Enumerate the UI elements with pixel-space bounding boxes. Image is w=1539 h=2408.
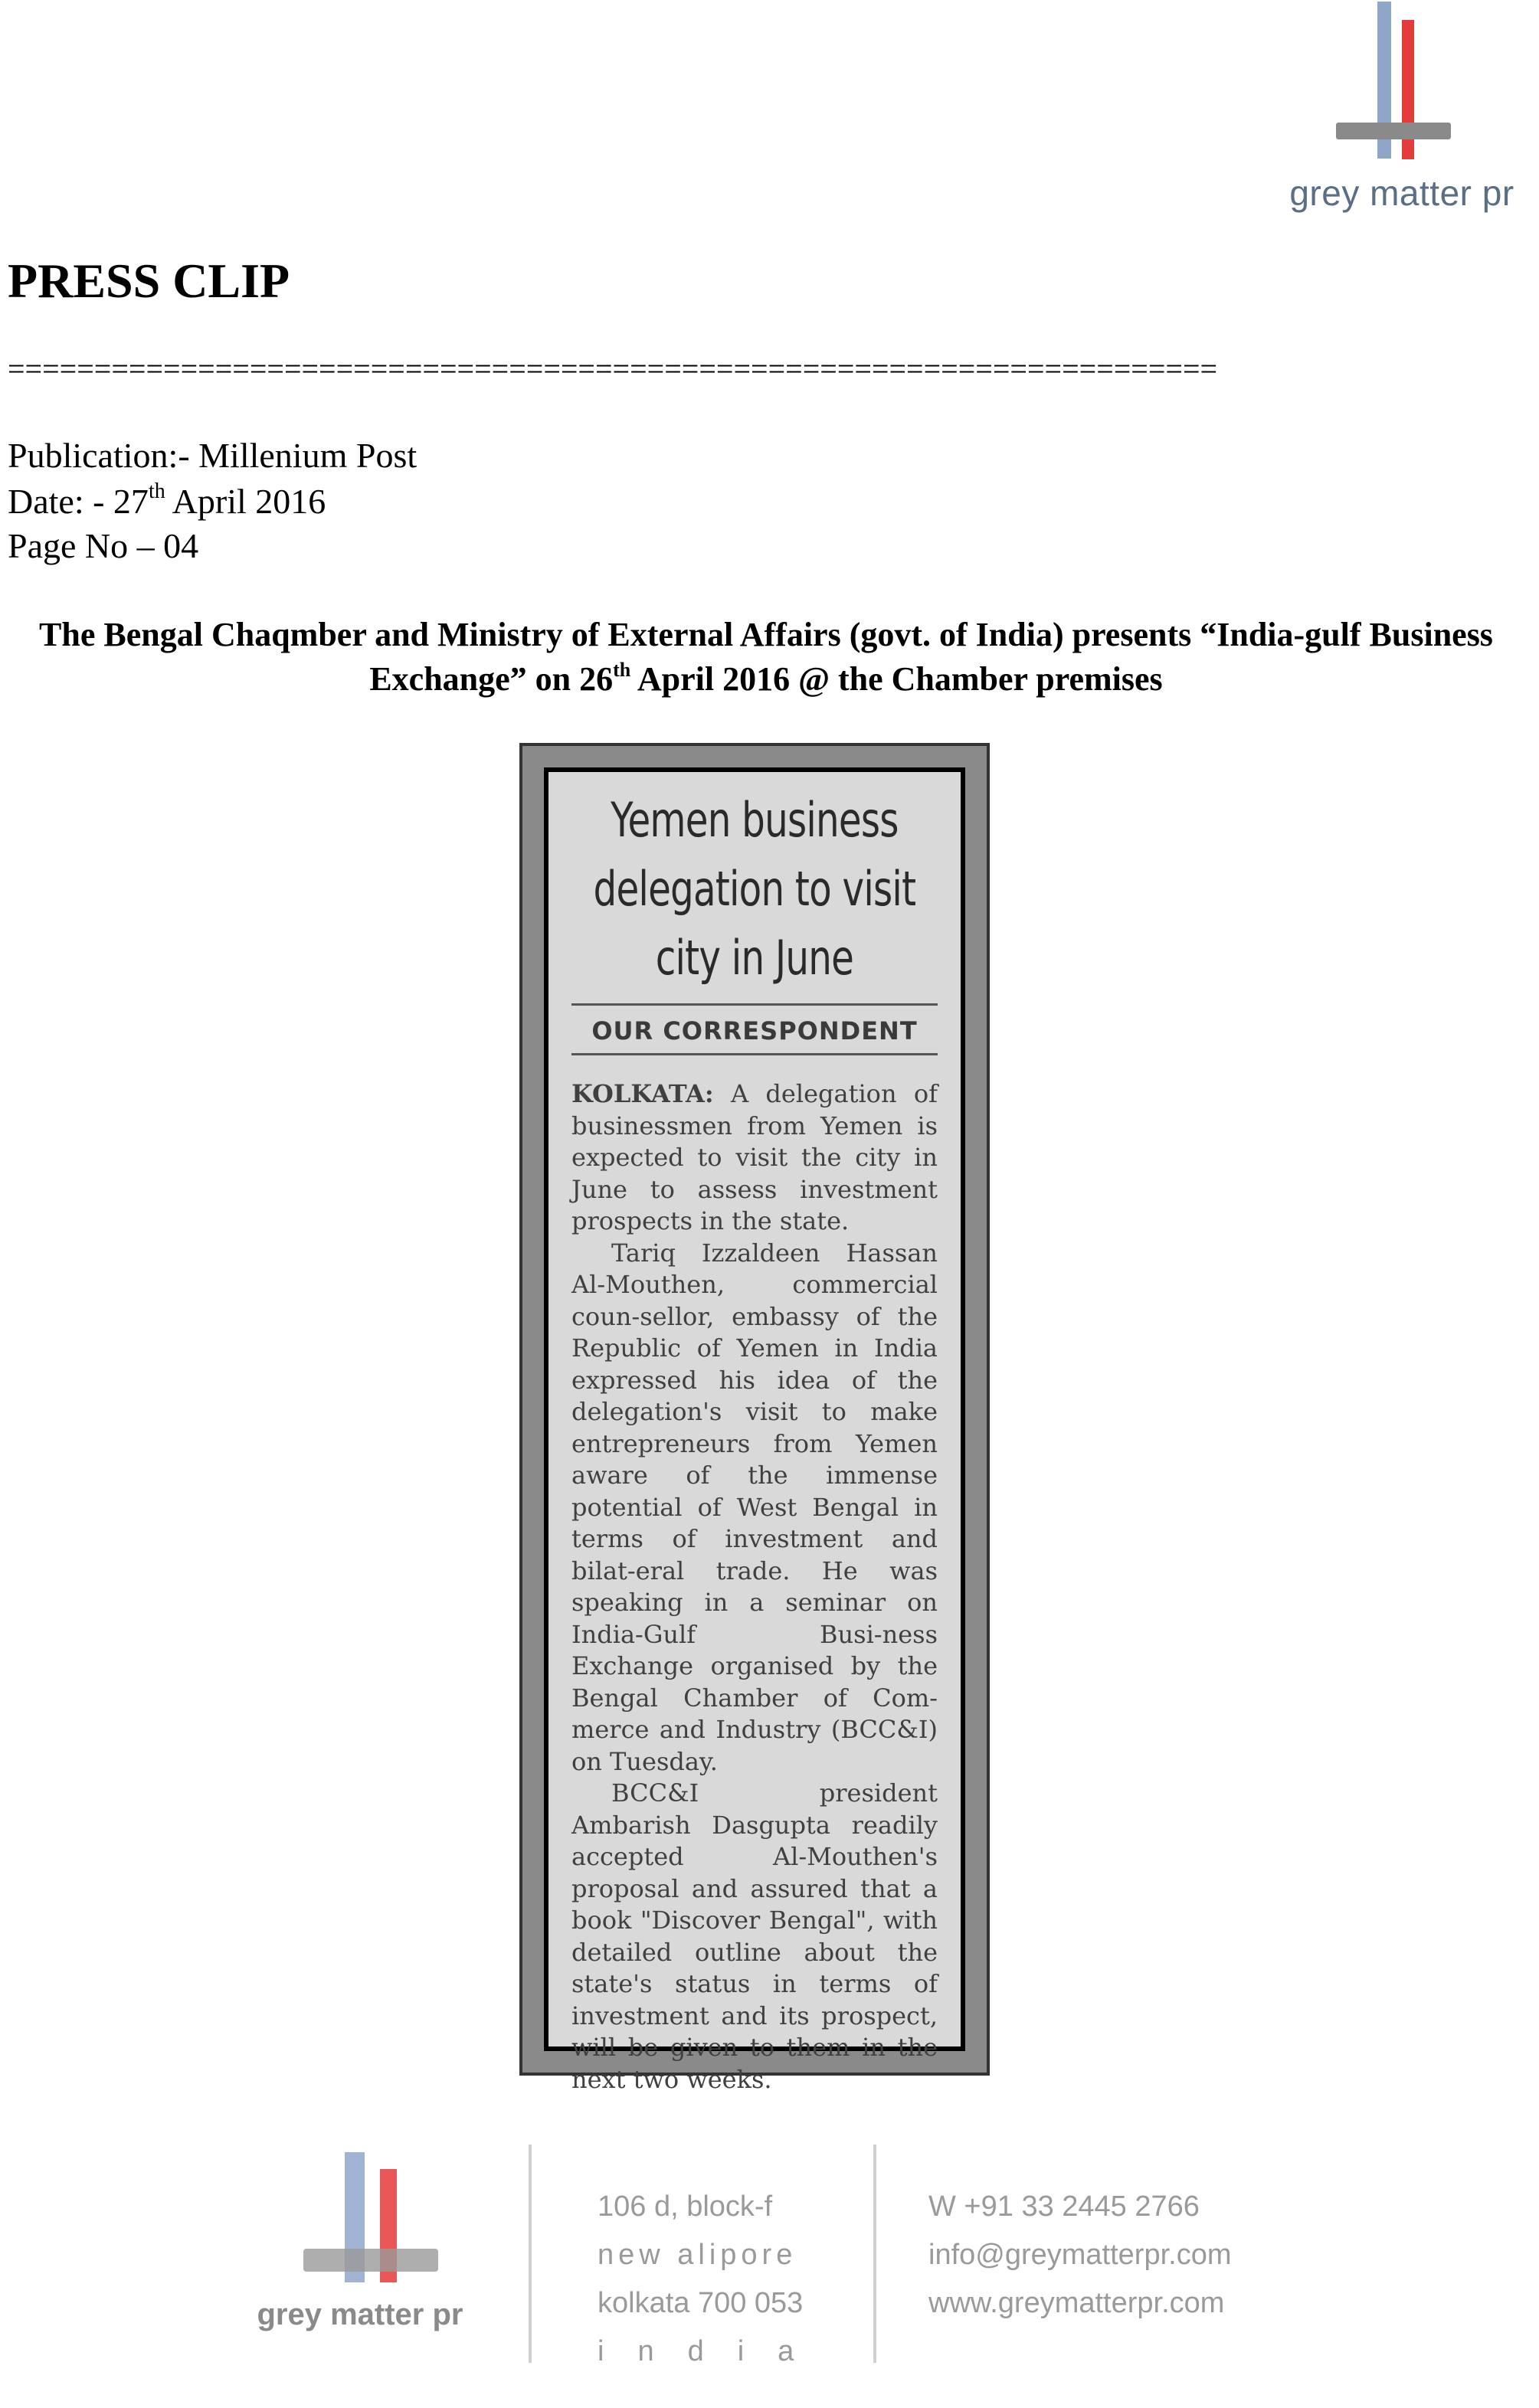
phone-number: W +91 33 2445 2766 (928, 2190, 1200, 2223)
logo-wordmark: grey matter pr (1289, 173, 1514, 213)
clipping-paragraph: Tariq Izzaldeen Hassan Al-Mouthen, commercial coun-sellor, embassy of the Republic of Yemen in India expressed his idea of the delegation's visit to make entrepreneurs from Yemen aware of the immense potential of West Bengal in terms of investment and bilat-eral trade. He was speaking in a seminar on India-Gulf Busi-ness Exchange organised by the Bengal Chamber of Com-merce and Industry (BCC&I) on Tuesday. (571, 1238, 938, 1776)
clipping-headline-line: city in June (655, 930, 854, 986)
page-title: PRESS CLIP (8, 254, 290, 308)
logo-wordmark: grey matter pr (257, 2298, 463, 2331)
clipping-rule (571, 1053, 938, 1055)
clipping-body (571, 1078, 938, 2096)
clipping-headline (571, 786, 937, 993)
clipping-paragraph (571, 1078, 938, 1238)
clipping-paragraph-text: A delegation of businessmen from Yemen is expected to visit the city in June to assess investment prospects in the state. (571, 1079, 938, 1235)
page-number-line: Page No – 04 (8, 526, 199, 565)
address-line: india (598, 2335, 828, 2367)
date-superscript: th (148, 479, 165, 503)
address-line: new alipore (598, 2239, 797, 2271)
clipping-paper (548, 772, 961, 2094)
date-prefix: Date: - 27 (8, 482, 149, 521)
event-headline (15, 613, 1517, 702)
separator-rule: ====================================================================== (8, 354, 1218, 384)
website-link[interactable]: www.greymatterpr.com (928, 2287, 1225, 2319)
clipping-headline-line: delegation to visit (593, 861, 916, 917)
grey-matter-logo-mark (1287, 0, 1517, 168)
clipping-rule (571, 1003, 938, 1006)
footer-contact (928, 2183, 1232, 2328)
email-address[interactable]: info@greymatterpr.com (928, 2239, 1232, 2271)
headline-part2: April 2016 @ the Chamber premises (630, 660, 1163, 698)
clipping-paragraph: BCC&I president Ambarish Dasgupta readily accepted Al-Mouthen's proposal and assured that a book "Discover Bengal", with detailed outline about the state's status in terms of investment and its prospect, will be given to them in the next two weeks. (571, 1778, 938, 2094)
clipping-byline: OUR CORRESPONDENT (591, 1016, 918, 1045)
clipping-headline-line: Yemen business (611, 792, 899, 848)
company-logo-footer (230, 2145, 490, 2344)
address-line: 106 d, block-f (598, 2190, 773, 2223)
headline-part1: The Bengal Chaqmber and Ministry of External Affairs (govt. of India) presents “India-gulf Business Exchange” on 26 (39, 616, 1493, 698)
footer-divider (873, 2145, 876, 2363)
grey-matter-logo-mark (230, 2145, 490, 2298)
newspaper-clipping (519, 743, 990, 2094)
company-logo-top (1287, 0, 1517, 222)
date-line (8, 479, 326, 521)
footer-divider (529, 2145, 532, 2363)
footer-address (598, 2183, 827, 2376)
clipping-border (544, 767, 965, 2094)
clipping-dateline: KOLKATA: (571, 1079, 714, 1108)
headline-superscript: th (613, 659, 631, 681)
publication-line: Publication:- Millenium Post (8, 436, 417, 475)
date-suffix: April 2016 (165, 482, 326, 521)
address-line: kolkata 700 053 (598, 2287, 804, 2319)
